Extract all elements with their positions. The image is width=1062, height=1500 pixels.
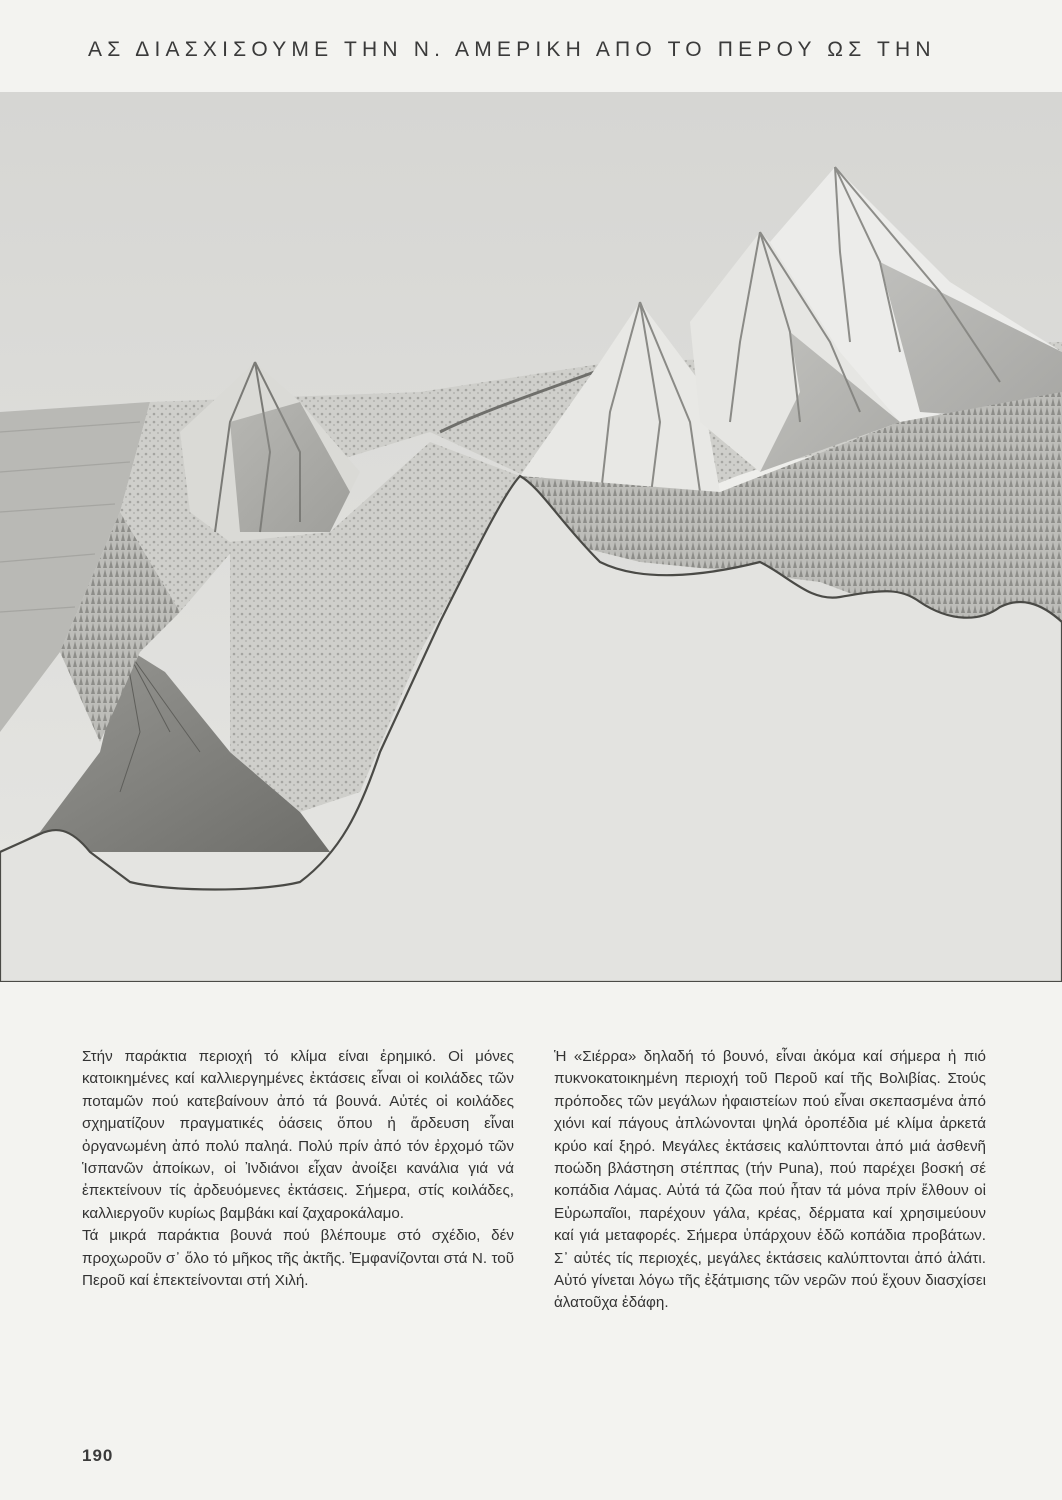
page-number: 190 — [82, 1446, 114, 1465]
andes-cross-section-illustration — [0, 92, 1062, 982]
running-title: ΑΣ ΔΙΑΣΧΙΣΟΥΜΕ ΤΗΝ Ν. ΑΜΕΡΙΚΗ ΑΠΟ ΤΟ ΠΕΡΟΥ ΩΣ ΤΗΝ — [88, 38, 936, 61]
text-column-right — [554, 1046, 986, 1315]
paragraph: Ἡ «Σιέρρα» δηλαδή τό βουνό, εἶναι ἀκόμα καί σήμερα ἡ πιό πυκνοκατοικημένη περιοχή τοῦ Περοῦ καί τῆς Βολιβίας. Στούς πρόποδες τῶν μεγάλων ἡφαιστείων πού εἶναι σκεπασμένα ἀπό χιόνι καί πάγους ἁπλώνονται ψηλά ὀροπέδια μέ κλίμα ἀρκετά κρύο καί ξηρό. Μεγάλες ἐκτάσεις καλύπτονται ἀπό μιά ἀσθενῆ ποώδη βλάστηση στέππας (τήν Puna), πού παρέχει βοσκή σέ κοπάδια Λάμας. Αὐτά τά ζῶα πού ἦταν τά μόνα πρίν ἔλθουν οἱ Εὐρωπαῖοι, παρέχουν γάλα, κρέας, δέρματα καί χρησιμεύουν καί γιά μεταφορές. Σήμερα ὑπάρχουν ἐδῶ κοπάδια προβάτων. Σ᾽ αὐτές τίς περιοχές, μεγάλες ἐκτάσεις καλύπτονται ἀπό ἁλάτι. Αὐτό γίνεται λόγω τῆς ἐξάτμισης τῶν νερῶν πού ἔχουν διασχίσει ἁλατοῦχα ἐδάφη. — [554, 1048, 986, 1312]
paragraph: Τά μικρά παράκτια βουνά πού βλέπουμε στό σχέδιο, δέν προχωροῦν σ᾽ ὅλο τό μῆκος τῆς ἀκτῆς. Ἐμφανίζονται στά Ν. τοῦ Περοῦ καί ἐπεκτείνονται στή Χιλή. — [82, 1227, 514, 1290]
paragraph: Στήν παράκτια περιοχή τό κλίμα είναι ἐρημικό. Οἱ μόνες κατοικημένες καί καλλιεργημένες ἐκτάσεις εἶναι οἱ κοιλάδες τῶν ποταμῶν πού κατεβαίνουν ἀπό τά βουνά. Αὐτές οἱ κοιλάδες σχηματίζουν πραγματικές ὀάσεις ὅπου ἡ ἄρδευση εἶναι ὀργανωμένη ἀπό πολύ παληά. Πολύ πρίν ἀπό τόν ἐρχομό τῶν Ἱσπανῶν ἀποίκων, οἱ Ἰνδιάνοι εἶχαν ἀνοίξει κανάλια γιά νά ἐπεκτείνουν τίς ἀρδευόμενες ἐκτάσεις. Σήμερα, στίς κοιλάδες, καλλιεργοῦν κυρίως βαμβάκι καί ζαχαροκάλαμο. — [82, 1048, 514, 1222]
text-column-left — [82, 1046, 514, 1292]
